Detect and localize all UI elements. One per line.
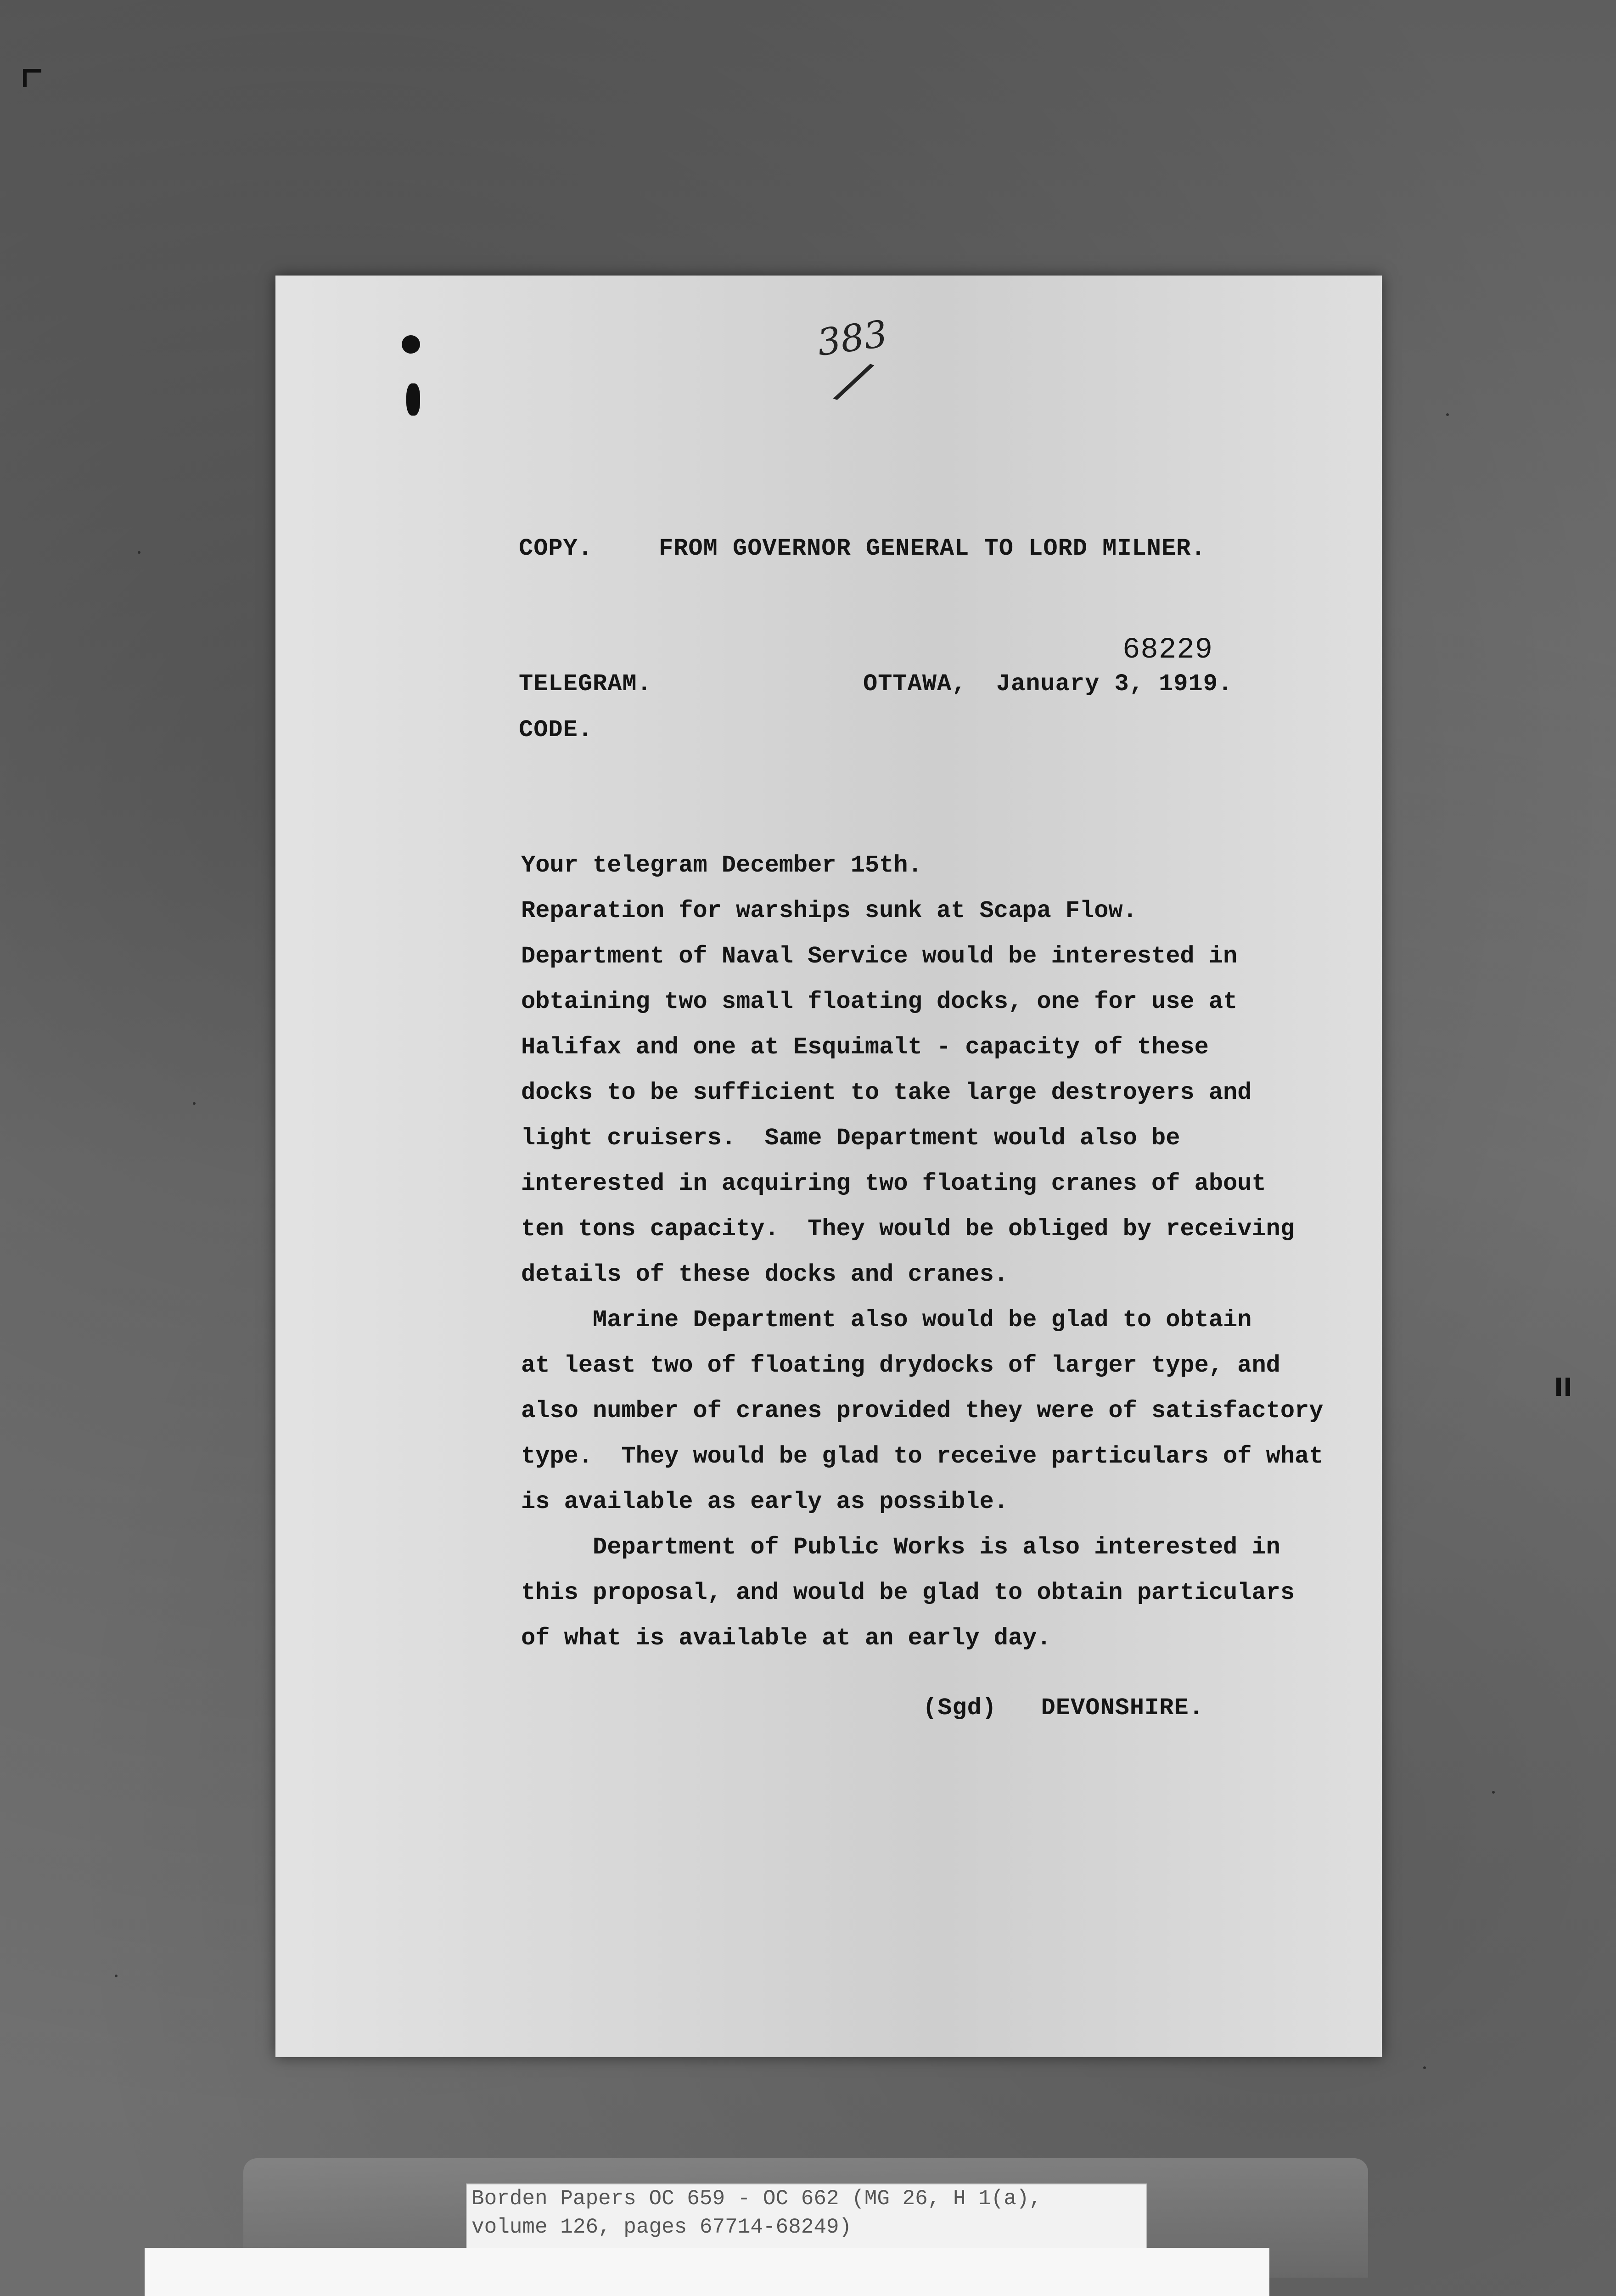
handwritten-folio-number: 383	[814, 312, 890, 365]
punch-hole-top	[402, 335, 420, 354]
frame-mark-right-2	[1566, 1378, 1570, 1396]
speck	[1446, 413, 1449, 416]
frame-mark-top-left-v	[23, 69, 27, 87]
body-line: Reparation for warships sunk at Scapa Flow.	[521, 897, 1137, 924]
telegram-body	[521, 843, 1324, 1661]
handwritten-check-mark: /	[834, 348, 874, 414]
body-line: Department of Naval Service would be interested in	[521, 943, 1238, 970]
speck	[138, 551, 140, 554]
body-line: at least two of floating drydocks of larger type, and	[521, 1352, 1280, 1379]
body-line: Department of Public Works is also interested in	[521, 1534, 1280, 1561]
speck	[1423, 2066, 1426, 2069]
telegram-label: TELEGRAM.	[519, 670, 652, 698]
body-line: light cruisers. Same Department would also be	[521, 1125, 1180, 1152]
archive-card	[145, 2248, 1269, 2296]
body-line: docks to be sufficient to take large destroyers and	[521, 1079, 1252, 1106]
body-line: Your telegram December 15th.	[521, 852, 922, 879]
body-line: also number of cranes provided they were of satisfactory	[521, 1397, 1324, 1424]
body-line: type. They would be glad to receive particulars of what	[521, 1443, 1324, 1470]
body-line: Marine Department also would be glad to obtain	[521, 1306, 1252, 1334]
place-and-date: OTTAWA, January 3, 1919.	[863, 670, 1233, 698]
body-line: this proposal, and would be glad to obtain particulars	[521, 1579, 1295, 1606]
signature: (Sgd) DEVONSHIRE.	[923, 1694, 1204, 1722]
body-line: of what is available at an early day.	[521, 1625, 1051, 1652]
body-line: details of these docks and cranes.	[521, 1261, 1008, 1288]
reference-line-2: volume 126, pages 67714-68249)	[471, 2215, 852, 2239]
frame-mark-right	[1556, 1378, 1561, 1396]
page-number-stamp: 68229	[1122, 634, 1213, 667]
speck	[115, 1975, 118, 1977]
body-line: obtaining two small floating docks, one for use at	[521, 988, 1238, 1015]
body-line: interested in acquiring two floating cranes of about	[521, 1170, 1266, 1197]
code-label: CODE.	[519, 716, 593, 743]
body-line: Halifax and one at Esquimalt - capacity of these	[521, 1034, 1209, 1061]
punch-hole-bottom	[406, 383, 420, 416]
speck	[193, 1102, 196, 1105]
reference-line-1: Borden Papers OC 659 - OC 662 (MG 26, H 1(a),	[471, 2187, 1042, 2211]
body-line: ten tons capacity. They would be obliged by receiving	[521, 1216, 1295, 1243]
copy-label: COPY.	[519, 535, 593, 562]
speck	[1492, 1791, 1495, 1794]
body-line: is available as early as possible.	[521, 1488, 1008, 1515]
telegram-title: FROM GOVERNOR GENERAL TO LORD MILNER.	[659, 535, 1206, 562]
